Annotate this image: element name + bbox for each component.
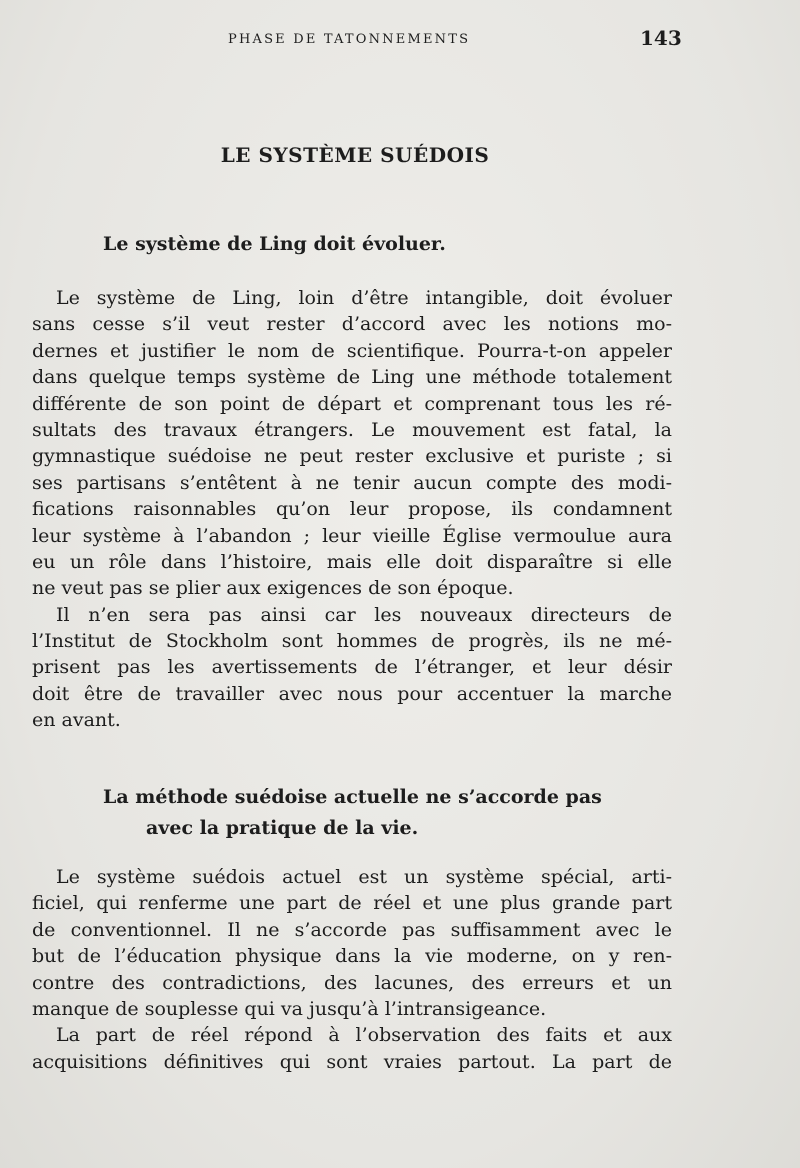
text-line: ficiel, qui renferme une part de réel et une plus grande part — [32, 892, 672, 915]
text-line: manque de souplesse qui va jusqu’à l’intransigeance. — [32, 997, 547, 1020]
text-line: en avant. — [32, 709, 121, 732]
text-line: l’Institut de Stockholm sont hommes de progrès, ils ne mé- — [32, 630, 672, 653]
text-line: La part de réel répond à l’observation des faits et aux — [56, 1024, 672, 1047]
text-line: contre des contradictions, des lacunes, des erreurs et un — [32, 971, 672, 994]
text-line: Le système suédois actuel est un système spécial, arti- — [56, 866, 672, 888]
text-line: but de l’éducation physique dans la vie moderne, on y ren- — [32, 945, 672, 968]
text-line: différente de son point de départ et comprenant tous les ré- — [32, 392, 672, 415]
text-line: dernes et justifier le nom de scientifique. Pourra-t-on appeler — [32, 339, 672, 362]
text-line: gymnastique suédoise ne peut rester exclusive et puriste ; si — [32, 445, 672, 468]
section-heading-1 — [103, 229, 446, 260]
text-line: acquisitions définitives qui sont vraies partout. La part de — [32, 1050, 672, 1073]
section-heading-2 — [103, 782, 602, 844]
running-title: PHASE DE TATONNEMENTS — [228, 32, 471, 47]
section-heading-line: La méthode suédoise actuelle ne s’accorde pas — [103, 786, 602, 808]
text-line: sans cesse s’il veut rester d’accord avec les notions mo- — [32, 313, 672, 336]
text-line: Il n’en sera pas ainsi car les nouveaux directeurs de — [56, 603, 672, 626]
page-number: 143 — [640, 26, 682, 50]
paragraph-3 — [32, 864, 672, 1075]
text-line: leur système à l’abandon ; leur vieille Église vermoulue aura — [32, 524, 672, 547]
text-line: ne veut pas se plier aux exigences de son époque. — [32, 577, 514, 600]
text-line: doit être de travailler avec nous pour accentuer la marche — [32, 682, 672, 705]
text-line: eu un rôle dans l’histoire, mais elle doit disparaître si elle — [32, 550, 672, 573]
section-heading-line: avec la pratique de la vie. — [146, 817, 419, 839]
paragraph-1 — [32, 285, 672, 734]
text-line: dans quelque temps système de Ling une méthode totalement — [32, 366, 672, 389]
chapter-title: LE SYSTÈME SUÉDOIS — [220, 143, 490, 167]
text-line: Le système de Ling, loin d’être intangible, doit évoluer — [56, 287, 672, 309]
text-line: de conventionnel. Il ne s’accorde pas suffisamment avec le — [32, 918, 672, 941]
text-line: ses partisans s’entêtent à ne tenir aucun compte des modi- — [32, 471, 672, 494]
text-line: fications raisonnables qu’on leur propose, ils condamnent — [32, 498, 672, 521]
text-line: sultats des travaux étrangers. Le mouvement est fatal, la — [32, 418, 672, 441]
text-line: prisent pas les avertissements de l’étranger, et leur désir — [32, 656, 672, 679]
section-heading-line: Le système de Ling doit évoluer. — [103, 233, 446, 255]
